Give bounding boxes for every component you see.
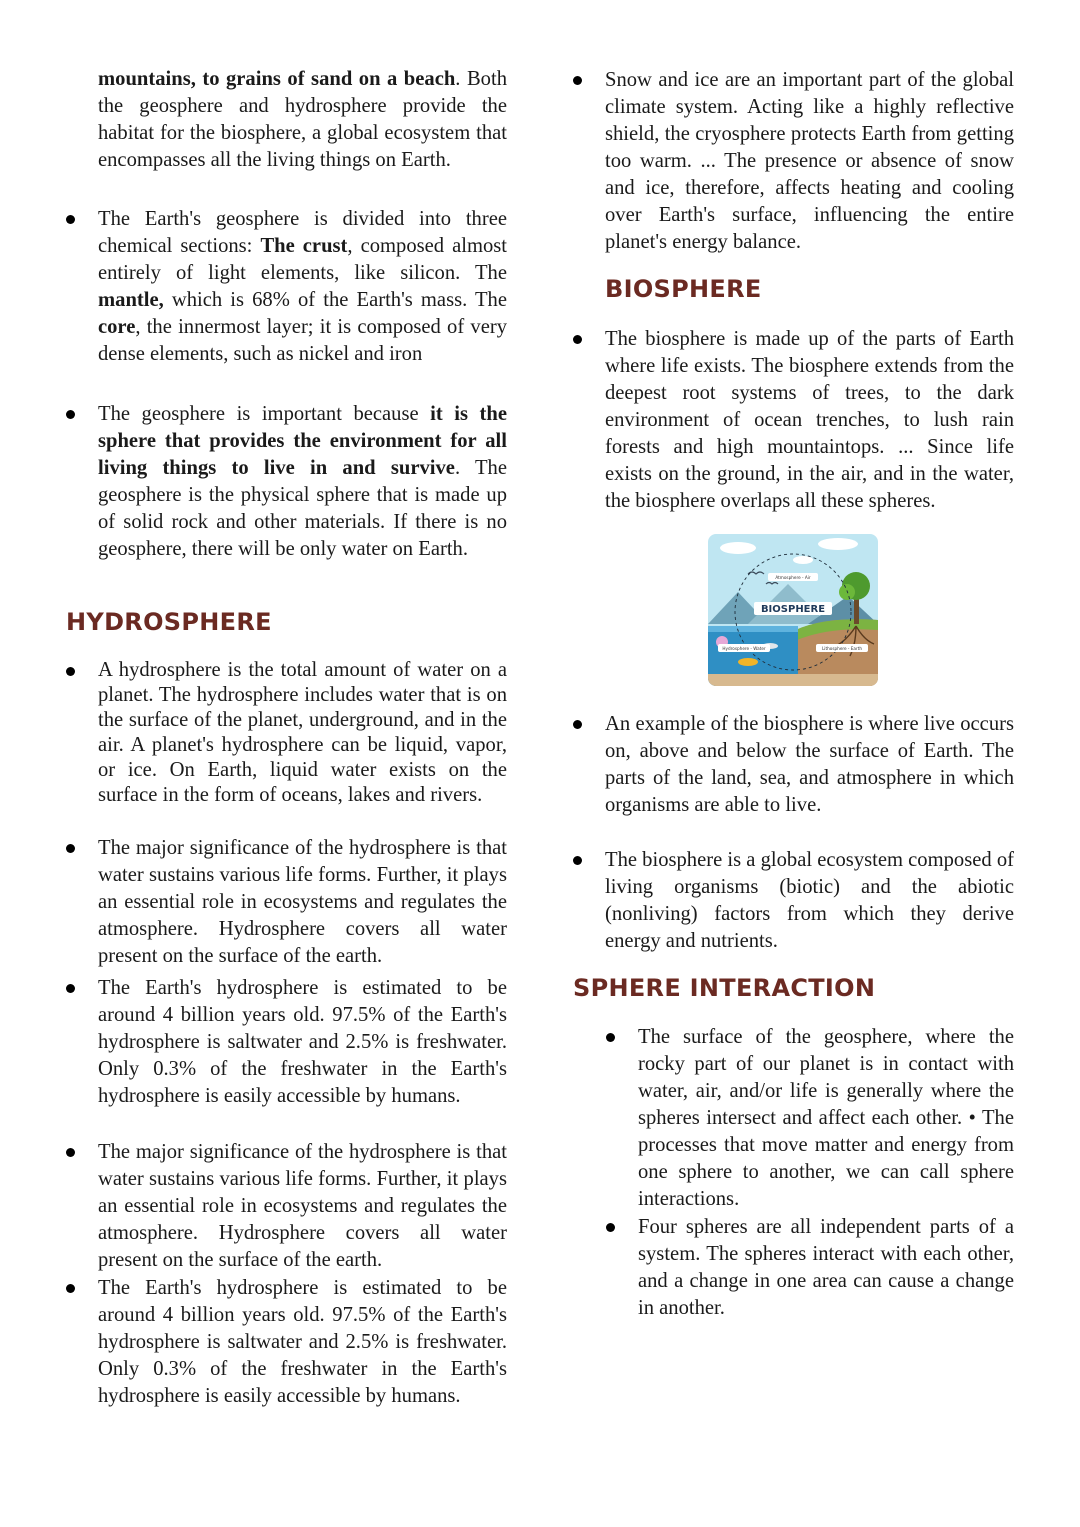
text-run: . The geosphere is the physical sphere that is made up of solid rock and other materials. If there is no geosphere, there will be only water on Earth. [98,457,507,560]
hydrosphere-definition-bullet: A hydrosphere is the total amount of water on a planet. The hydrosphere includes water that is on the surface of the planet, underground, and in the air. A planet's hydrosphere can be liquid, vapor, or ice. On Earth, liquid water exists on the surface in the form of oceans, lakes and rivers. [98,659,507,806]
intro-paragraph [98,66,507,174]
biosphere-example-bullet: An example of the biosphere is where live occurs on, above and below the surface of Earth. The parts of the land, sea, and atmosphere in which organisms are able to live. [605,713,1014,816]
bullet-icon [66,667,75,676]
cloud-icon [818,538,858,550]
fish-icon [738,658,758,666]
biosphere-illustration [708,534,878,686]
bullet-icon [573,720,582,729]
biosphere-definition-bullet: The biosphere is made up of the parts of Earth where life exists. The biosphere extends from the deepest root systems of trees, to the dark environment of ocean trenches, to lush rain forests and high mountaintops. ... Since life exists on the ground, in the air, and in the water, the biosphere overlaps all these spheres. [605,328,1014,512]
bold-crust: The crust [260,235,348,257]
biosphere-diagram [708,534,878,686]
bullet-icon [66,844,75,853]
diagram-title: BIOSPHERE [760,604,826,615]
text-run: , composed almost entirely of light elements, like silicon. The [98,235,508,284]
four-spheres-bullet: Four spheres are all independent parts of a system. The spheres interact with each other, and a change in one area can cause a change in another. [638,1216,1014,1319]
sphere-interaction-heading: SPHERE INTERACTION [573,974,876,1002]
geosphere-importance-bullet [98,401,507,563]
geosphere-sections-bullet [98,206,507,368]
hydrosphere-label: Hydrosphere - Water [722,646,766,651]
cloud-icon [720,542,756,554]
text-run: , the innermost layer; it is composed of very dense elements, such as nickel and iron [98,316,507,365]
bullet-icon [573,335,582,344]
hydrosphere-significance-bullet: The major significance of the hydrosphere is that water sustains various life forms. Further, it plays an essential role in ecosystems and regulates the atmosphere. Hydrosphere covers all water present on the surface of the earth. [98,837,507,967]
hydrosphere-age-bullet-2: The Earth's hydrosphere is estimated to be around 4 billion years old. 97.5% of the Earth's hydrosphere is saltwater and 2.5% is freshwater. Only 0.3% of the freshwater in the Earth's hydrosphere is easily accessible by humans. [98,1277,507,1407]
text-run: . Both the geosphere and hydrosphere provide the habitat for the biosphere, a global ecosystem that encompasses all the living things on Earth. [98,68,507,171]
bold-phrase: mountains, to grains of sand on a beach [98,68,456,90]
text-run: which is 68% of the Earth's mass. The [163,289,507,311]
bullet-icon [66,1284,75,1293]
text-run: The geosphere is important because [98,403,431,425]
hydrosphere-age-bullet: The Earth's hydrosphere is estimated to be around 4 billion years old. 97.5% of the Earth's hydrosphere is saltwater and 2.5% is freshwater. Only 0.3% of the freshwater in the Earth's hydrosphere is easily accessible by humans. [98,977,507,1107]
bold-mantle: mantle, [98,289,164,311]
hydrosphere-significance-bullet-2: The major significance of the hydrosphere is that water sustains various life forms. Further, it plays an essential role in ecosystems and regulates the atmosphere. Hydrosphere covers all water present on the surface of the earth. [98,1141,507,1271]
biosphere-heading: BIOSPHERE [605,275,762,303]
bullet-icon [606,1223,615,1232]
bullet-icon [573,76,582,85]
hydrosphere-heading: HYDROSPHERE [66,608,272,636]
bullet-icon [66,410,75,419]
bullet-icon [66,1148,75,1157]
bullet-icon [66,984,75,993]
bold-core: core [98,316,136,338]
sphere-surface-bullet: The surface of the geosphere, where the rocky part of our planet is in contact with water, air, and/or life is generally where the spheres intersect and affect each other. • The processes that move matter and energy from one sphere to another, we can call sphere interactions. [638,1026,1014,1210]
atmosphere-label: Atmosphere - Air [775,575,811,580]
seabed-icon [708,674,878,686]
bullet-icon [66,215,75,224]
biosphere-ecosystem-bullet: The biosphere is a global ecosystem composed of living organisms (biotic) and the abiotic (nonliving) factors from which they derive energy and nutrients. [605,849,1014,952]
lithosphere-label: Lithosphere - Earth [821,646,863,651]
water-surface-icon [708,626,798,632]
cloud-icon [793,556,813,564]
text-run: The Earth's geosphere is divided into three chemical sections: [98,208,507,257]
cryosphere-bullet: Snow and ice are an important part of the global climate system. Acting like a highly reflective shield, the cryosphere protects Earth from getting too warm. ... The presence or absence of snow and ice, therefore, affects heating and cooling over Earth's surface, influencing the entire planet's energy balance. [605,69,1014,253]
bold-phrase: it is the sphere that provides the environment for all living things to live in and survive [98,403,507,479]
bullet-icon [606,1033,615,1042]
bullet-icon [573,856,582,865]
